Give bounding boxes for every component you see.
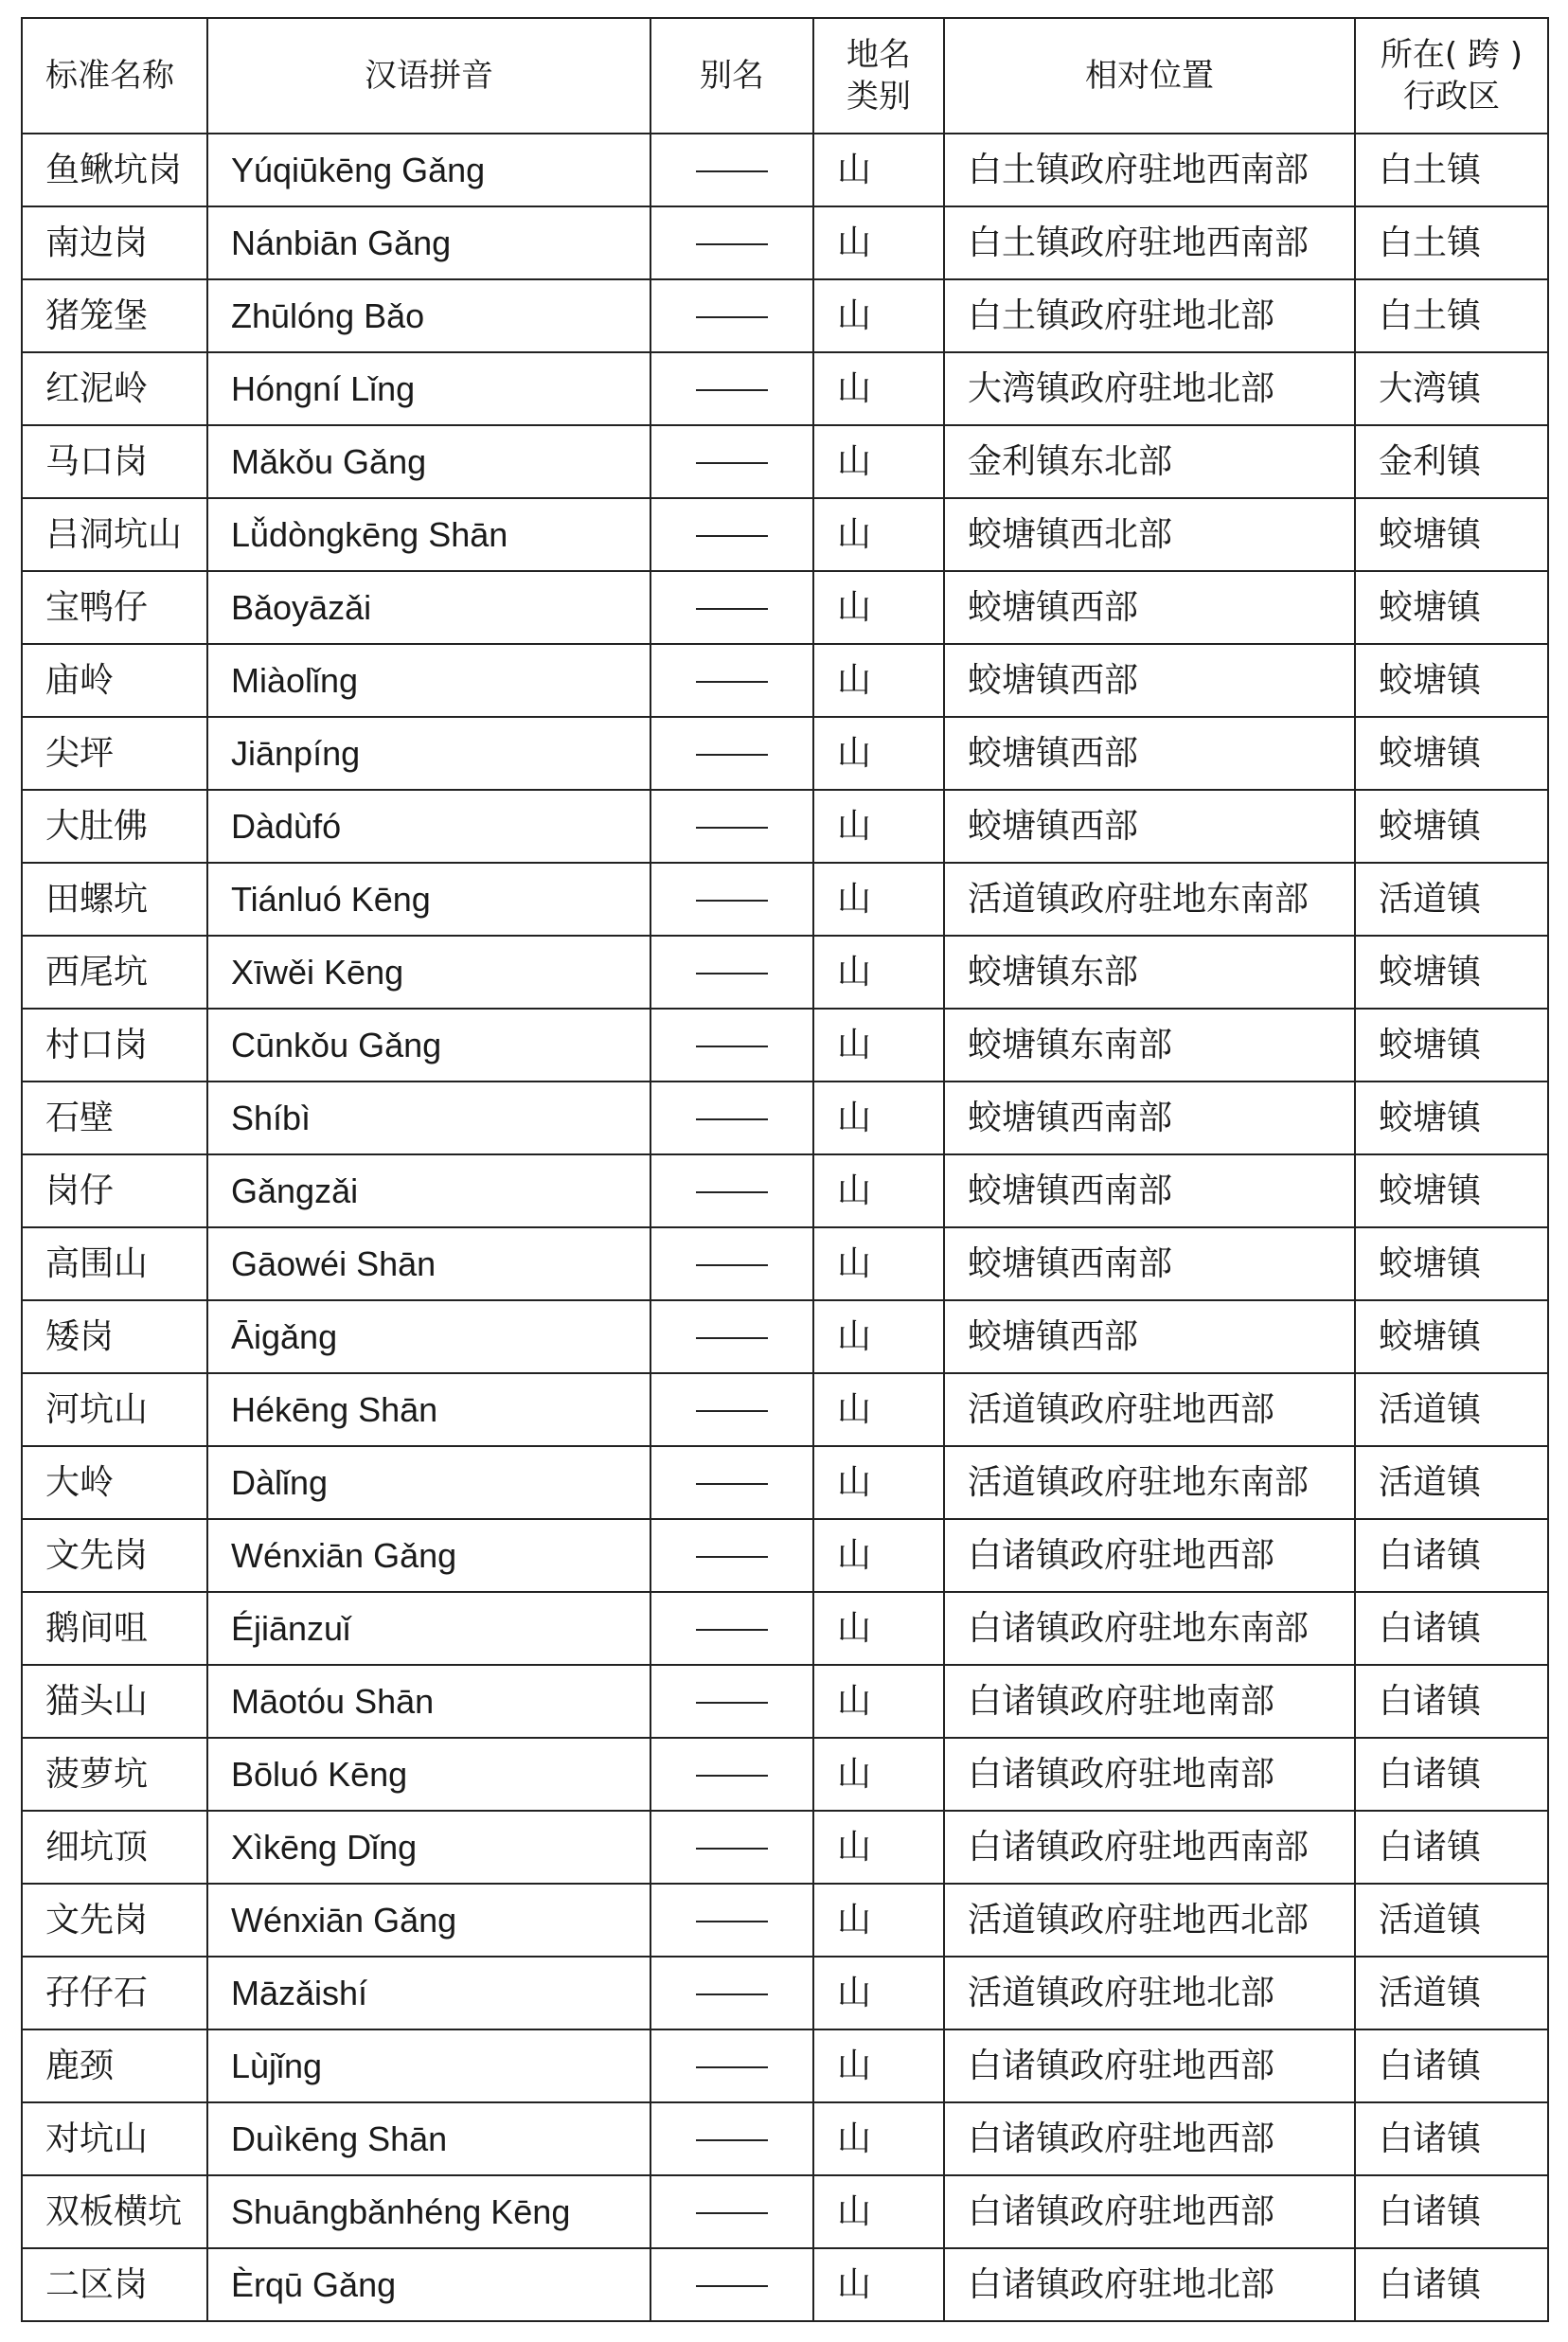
table-row: [22, 571, 1548, 644]
cell-category: 山: [813, 571, 944, 644]
cell-relative-position: 蛟塘镇西部: [944, 717, 1355, 790]
cell-relative-position: 白土镇政府驻地西南部: [944, 134, 1355, 206]
cell-admin-region: 白诸镇: [1355, 1519, 1548, 1592]
alias-dash: [696, 170, 768, 172]
table-row: [22, 1811, 1548, 1884]
cell-admin-region: 活道镇: [1355, 1373, 1548, 1446]
cell-category: 山: [813, 1154, 944, 1227]
header-alias: 别名: [650, 18, 813, 134]
cell-standard-name: 猪笼堡: [22, 279, 207, 352]
alias-dash: [696, 1629, 768, 1631]
cell-admin-region: 蛟塘镇: [1355, 644, 1548, 717]
cell-standard-name: 二区岗: [22, 2248, 207, 2321]
cell-alias: [650, 1592, 813, 1665]
cell-admin-region: 白诸镇: [1355, 2102, 1548, 2175]
cell-category: 山: [813, 1227, 944, 1300]
cell-alias: [650, 1300, 813, 1373]
cell-category: 山: [813, 1811, 944, 1884]
cell-admin-region: 白诸镇: [1355, 2175, 1548, 2248]
header-admin-line2: 行政区: [1403, 78, 1500, 116]
cell-relative-position: 白诸镇政府驻地南部: [944, 1665, 1355, 1738]
cell-pinyin: Wénxiān Gǎng: [207, 1519, 650, 1592]
cell-pinyin: Tiánluó Kēng: [207, 863, 650, 936]
header-category-line1: 地名: [846, 36, 911, 74]
cell-relative-position: 蛟塘镇西北部: [944, 498, 1355, 571]
cell-category: 山: [813, 1300, 944, 1373]
cell-category: 山: [813, 1009, 944, 1082]
cell-standard-name: 菠萝坑: [22, 1738, 207, 1811]
cell-pinyin: Dàdùfó: [207, 790, 650, 863]
alias-dash: [696, 2066, 768, 2068]
cell-standard-name: 红泥岭: [22, 352, 207, 425]
table-row: [22, 717, 1548, 790]
alias-dash: [696, 462, 768, 464]
cell-relative-position: 蛟塘镇西南部: [944, 1082, 1355, 1154]
table-row: [22, 2175, 1548, 2248]
cell-admin-region: 蛟塘镇: [1355, 1009, 1548, 1082]
cell-standard-name: 岗仔: [22, 1154, 207, 1227]
cell-admin-region: 白诸镇: [1355, 1811, 1548, 1884]
cell-relative-position: 白土镇政府驻地西南部: [944, 206, 1355, 279]
cell-relative-position: 活道镇政府驻地东南部: [944, 863, 1355, 936]
header-pinyin: 汉语拼音: [207, 18, 650, 134]
cell-pinyin: Nánbiān Gǎng: [207, 206, 650, 279]
cell-alias: [650, 498, 813, 571]
cell-pinyin: Hékēng Shān: [207, 1373, 650, 1446]
cell-standard-name: 对坑山: [22, 2102, 207, 2175]
cell-alias: [650, 790, 813, 863]
cell-alias: [650, 206, 813, 279]
table-row: [22, 936, 1548, 1009]
cell-admin-region: 白诸镇: [1355, 1592, 1548, 1665]
table-body: [22, 134, 1548, 2321]
cell-pinyin: Āigǎng: [207, 1300, 650, 1373]
table-header-row: [22, 18, 1548, 134]
alias-dash: [696, 1118, 768, 1120]
cell-alias: [650, 1519, 813, 1592]
table-row: [22, 134, 1548, 206]
cell-relative-position: 金利镇东北部: [944, 425, 1355, 498]
cell-alias: [650, 2102, 813, 2175]
cell-relative-position: 蛟塘镇西南部: [944, 1227, 1355, 1300]
table-row: [22, 498, 1548, 571]
table-row: [22, 2029, 1548, 2102]
alias-dash: [696, 1993, 768, 1995]
cell-standard-name: 双板横坑: [22, 2175, 207, 2248]
cell-category: 山: [813, 1446, 944, 1519]
cell-admin-region: 白土镇: [1355, 206, 1548, 279]
table-row: [22, 1009, 1548, 1082]
cell-admin-region: 白土镇: [1355, 279, 1548, 352]
table-row: [22, 1738, 1548, 1811]
alias-dash: [696, 1556, 768, 1558]
cell-alias: [650, 1811, 813, 1884]
cell-alias: [650, 352, 813, 425]
header-relative-position: 相对位置: [944, 18, 1355, 134]
header-admin-line1: 所在( 跨 ): [1380, 36, 1523, 74]
cell-relative-position: 白诸镇政府驻地西部: [944, 2175, 1355, 2248]
cell-standard-name: 鹅间咀: [22, 1592, 207, 1665]
cell-pinyin: Èrqū Gǎng: [207, 2248, 650, 2321]
header-admin-region: [1355, 18, 1548, 134]
alias-dash: [696, 1483, 768, 1485]
cell-standard-name: 马口岗: [22, 425, 207, 498]
cell-category: 山: [813, 1884, 944, 1957]
cell-category: 山: [813, 1373, 944, 1446]
cell-pinyin: Miàolǐng: [207, 644, 650, 717]
cell-alias: [650, 717, 813, 790]
cell-category: 山: [813, 863, 944, 936]
cell-pinyin: Māotóu Shān: [207, 1665, 650, 1738]
cell-category: 山: [813, 2029, 944, 2102]
cell-relative-position: 大湾镇政府驻地北部: [944, 352, 1355, 425]
cell-pinyin: Xīwěi Kēng: [207, 936, 650, 1009]
alias-dash: [696, 1191, 768, 1193]
cell-standard-name: 高围山: [22, 1227, 207, 1300]
cell-pinyin: Mǎkǒu Gǎng: [207, 425, 650, 498]
cell-alias: [650, 425, 813, 498]
cell-standard-name: 细坑顶: [22, 1811, 207, 1884]
cell-pinyin: Jiānpíng: [207, 717, 650, 790]
alias-dash: [696, 389, 768, 391]
cell-admin-region: 白诸镇: [1355, 1665, 1548, 1738]
table-row: [22, 1665, 1548, 1738]
cell-relative-position: 蛟塘镇西部: [944, 644, 1355, 717]
table-row: [22, 1519, 1548, 1592]
cell-standard-name: 河坑山: [22, 1373, 207, 1446]
table-row: [22, 352, 1548, 425]
table-row: [22, 1373, 1548, 1446]
cell-pinyin: Gāowéi Shān: [207, 1227, 650, 1300]
cell-alias: [650, 134, 813, 206]
cell-alias: [650, 1154, 813, 1227]
cell-relative-position: 白诸镇政府驻地西南部: [944, 1811, 1355, 1884]
cell-category: 山: [813, 352, 944, 425]
cell-standard-name: 猫头山: [22, 1665, 207, 1738]
alias-dash: [696, 2139, 768, 2141]
alias-dash: [696, 1775, 768, 1777]
cell-category: 山: [813, 498, 944, 571]
cell-admin-region: 蛟塘镇: [1355, 1082, 1548, 1154]
cell-standard-name: 大肚佛: [22, 790, 207, 863]
cell-admin-region: 金利镇: [1355, 425, 1548, 498]
cell-pinyin: Gǎngzǎi: [207, 1154, 650, 1227]
cell-relative-position: 蛟塘镇西南部: [944, 1154, 1355, 1227]
cell-standard-name: 鹿颈: [22, 2029, 207, 2102]
cell-alias: [650, 1665, 813, 1738]
table-row: [22, 863, 1548, 936]
cell-alias: [650, 2029, 813, 2102]
table-row: [22, 1446, 1548, 1519]
cell-category: 山: [813, 2248, 944, 2321]
cell-category: 山: [813, 279, 944, 352]
cell-pinyin: Māzǎishí: [207, 1957, 650, 2029]
cell-pinyin: Shuāngbǎnhéng Kēng: [207, 2175, 650, 2248]
cell-pinyin: Cūnkǒu Gǎng: [207, 1009, 650, 1082]
cell-alias: [650, 1373, 813, 1446]
cell-pinyin: Zhūlóng Bǎo: [207, 279, 650, 352]
cell-admin-region: 活道镇: [1355, 863, 1548, 936]
cell-relative-position: 蛟塘镇东部: [944, 936, 1355, 1009]
cell-alias: [650, 1009, 813, 1082]
table-row: [22, 1592, 1548, 1665]
cell-alias: [650, 863, 813, 936]
cell-standard-name: 村口岗: [22, 1009, 207, 1082]
table-row: [22, 1154, 1548, 1227]
table-row: [22, 279, 1548, 352]
cell-standard-name: 矮岗: [22, 1300, 207, 1373]
cell-pinyin: Duìkēng Shān: [207, 2102, 650, 2175]
cell-pinyin: Dàlǐng: [207, 1446, 650, 1519]
cell-admin-region: 活道镇: [1355, 1446, 1548, 1519]
alias-dash: [696, 900, 768, 902]
cell-pinyin: Hóngní Lǐng: [207, 352, 650, 425]
cell-alias: [650, 1957, 813, 2029]
gazetteer-page: [21, 17, 1547, 2322]
cell-admin-region: 大湾镇: [1355, 352, 1548, 425]
table-row: [22, 1227, 1548, 1300]
header-category: [813, 18, 944, 134]
cell-admin-region: 活道镇: [1355, 1884, 1548, 1957]
table-row: [22, 2102, 1548, 2175]
alias-dash: [696, 243, 768, 245]
alias-dash: [696, 608, 768, 610]
table-row: [22, 425, 1548, 498]
table-row: [22, 206, 1548, 279]
cell-admin-region: 蛟塘镇: [1355, 790, 1548, 863]
cell-pinyin: Bōluó Kēng: [207, 1738, 650, 1811]
cell-relative-position: 白土镇政府驻地北部: [944, 279, 1355, 352]
cell-admin-region: 蛟塘镇: [1355, 1154, 1548, 1227]
cell-relative-position: 白诸镇政府驻地西部: [944, 2029, 1355, 2102]
cell-standard-name: 文先岗: [22, 1519, 207, 1592]
cell-category: 山: [813, 425, 944, 498]
cell-category: 山: [813, 1957, 944, 2029]
cell-standard-name: 大岭: [22, 1446, 207, 1519]
cell-standard-name: 文先岗: [22, 1884, 207, 1957]
cell-relative-position: 蛟塘镇东南部: [944, 1009, 1355, 1082]
cell-category: 山: [813, 206, 944, 279]
cell-admin-region: 白诸镇: [1355, 2029, 1548, 2102]
cell-pinyin: Lǚdòngkēng Shān: [207, 498, 650, 571]
place-name-table: [21, 17, 1549, 2322]
cell-relative-position: 白诸镇政府驻地东南部: [944, 1592, 1355, 1665]
cell-standard-name: 石壁: [22, 1082, 207, 1154]
cell-category: 山: [813, 717, 944, 790]
cell-standard-name: 田螺坑: [22, 863, 207, 936]
cell-category: 山: [813, 1665, 944, 1738]
cell-admin-region: 蛟塘镇: [1355, 936, 1548, 1009]
cell-pinyin: Lùjǐng: [207, 2029, 650, 2102]
cell-alias: [650, 644, 813, 717]
cell-category: 山: [813, 2102, 944, 2175]
cell-admin-region: 蛟塘镇: [1355, 717, 1548, 790]
cell-category: 山: [813, 1592, 944, 1665]
cell-alias: [650, 1884, 813, 1957]
cell-standard-name: 鱼鳅坑岗: [22, 134, 207, 206]
cell-pinyin: Éjiānzuǐ: [207, 1592, 650, 1665]
cell-relative-position: 蛟塘镇西部: [944, 1300, 1355, 1373]
cell-pinyin: Bǎoyāzǎi: [207, 571, 650, 644]
cell-relative-position: 活道镇政府驻地西部: [944, 1373, 1355, 1446]
cell-relative-position: 活道镇政府驻地西北部: [944, 1884, 1355, 1957]
table-row: [22, 644, 1548, 717]
cell-relative-position: 白诸镇政府驻地西部: [944, 2102, 1355, 2175]
header-standard-name: 标准名称: [22, 18, 207, 134]
cell-alias: [650, 1738, 813, 1811]
cell-standard-name: 宝鸭仔: [22, 571, 207, 644]
cell-relative-position: 活道镇政府驻地东南部: [944, 1446, 1355, 1519]
cell-relative-position: 活道镇政府驻地北部: [944, 1957, 1355, 2029]
cell-standard-name: 南边岗: [22, 206, 207, 279]
cell-admin-region: 蛟塘镇: [1355, 571, 1548, 644]
cell-category: 山: [813, 134, 944, 206]
cell-alias: [650, 1227, 813, 1300]
cell-standard-name: 庙岭: [22, 644, 207, 717]
cell-category: 山: [813, 2175, 944, 2248]
cell-standard-name: 孖仔石: [22, 1957, 207, 2029]
cell-alias: [650, 936, 813, 1009]
alias-dash: [696, 973, 768, 974]
header-category-line2: 类别: [846, 78, 911, 116]
alias-dash: [696, 1046, 768, 1047]
alias-dash: [696, 316, 768, 318]
cell-pinyin: Wénxiān Gǎng: [207, 1884, 650, 1957]
cell-relative-position: 蛟塘镇西部: [944, 571, 1355, 644]
cell-category: 山: [813, 1738, 944, 1811]
cell-category: 山: [813, 790, 944, 863]
alias-dash: [696, 827, 768, 829]
cell-category: 山: [813, 1519, 944, 1592]
cell-standard-name: 西尾坑: [22, 936, 207, 1009]
alias-dash: [696, 535, 768, 537]
table-row: [22, 1082, 1548, 1154]
alias-dash: [696, 1921, 768, 1922]
table-row: [22, 2248, 1548, 2321]
cell-admin-region: 白土镇: [1355, 134, 1548, 206]
cell-admin-region: 白诸镇: [1355, 2248, 1548, 2321]
alias-dash: [696, 1337, 768, 1339]
cell-category: 山: [813, 644, 944, 717]
cell-relative-position: 蛟塘镇西部: [944, 790, 1355, 863]
cell-relative-position: 白诸镇政府驻地北部: [944, 2248, 1355, 2321]
table-row: [22, 1884, 1548, 1957]
cell-alias: [650, 571, 813, 644]
cell-standard-name: 尖坪: [22, 717, 207, 790]
alias-dash: [696, 1702, 768, 1704]
cell-alias: [650, 279, 813, 352]
alias-dash: [696, 1410, 768, 1412]
cell-category: 山: [813, 936, 944, 1009]
alias-dash: [696, 754, 768, 756]
table-row: [22, 1957, 1548, 2029]
cell-admin-region: 活道镇: [1355, 1957, 1548, 2029]
cell-alias: [650, 1082, 813, 1154]
table-row: [22, 790, 1548, 863]
cell-alias: [650, 1446, 813, 1519]
cell-relative-position: 白诸镇政府驻地南部: [944, 1738, 1355, 1811]
cell-admin-region: 蛟塘镇: [1355, 1227, 1548, 1300]
cell-pinyin: Shíbì: [207, 1082, 650, 1154]
alias-dash: [696, 681, 768, 683]
cell-category: 山: [813, 1082, 944, 1154]
cell-admin-region: 蛟塘镇: [1355, 1300, 1548, 1373]
alias-dash: [696, 1848, 768, 1850]
table-row: [22, 1300, 1548, 1373]
cell-admin-region: 蛟塘镇: [1355, 498, 1548, 571]
cell-pinyin: Xìkēng Dǐng: [207, 1811, 650, 1884]
cell-admin-region: 白诸镇: [1355, 1738, 1548, 1811]
cell-alias: [650, 2248, 813, 2321]
alias-dash: [696, 2212, 768, 2214]
cell-relative-position: 白诸镇政府驻地西部: [944, 1519, 1355, 1592]
alias-dash: [696, 1264, 768, 1266]
cell-standard-name: 吕洞坑山: [22, 498, 207, 571]
alias-dash: [696, 2285, 768, 2287]
cell-alias: [650, 2175, 813, 2248]
cell-pinyin: Yúqiūkēng Gǎng: [207, 134, 650, 206]
